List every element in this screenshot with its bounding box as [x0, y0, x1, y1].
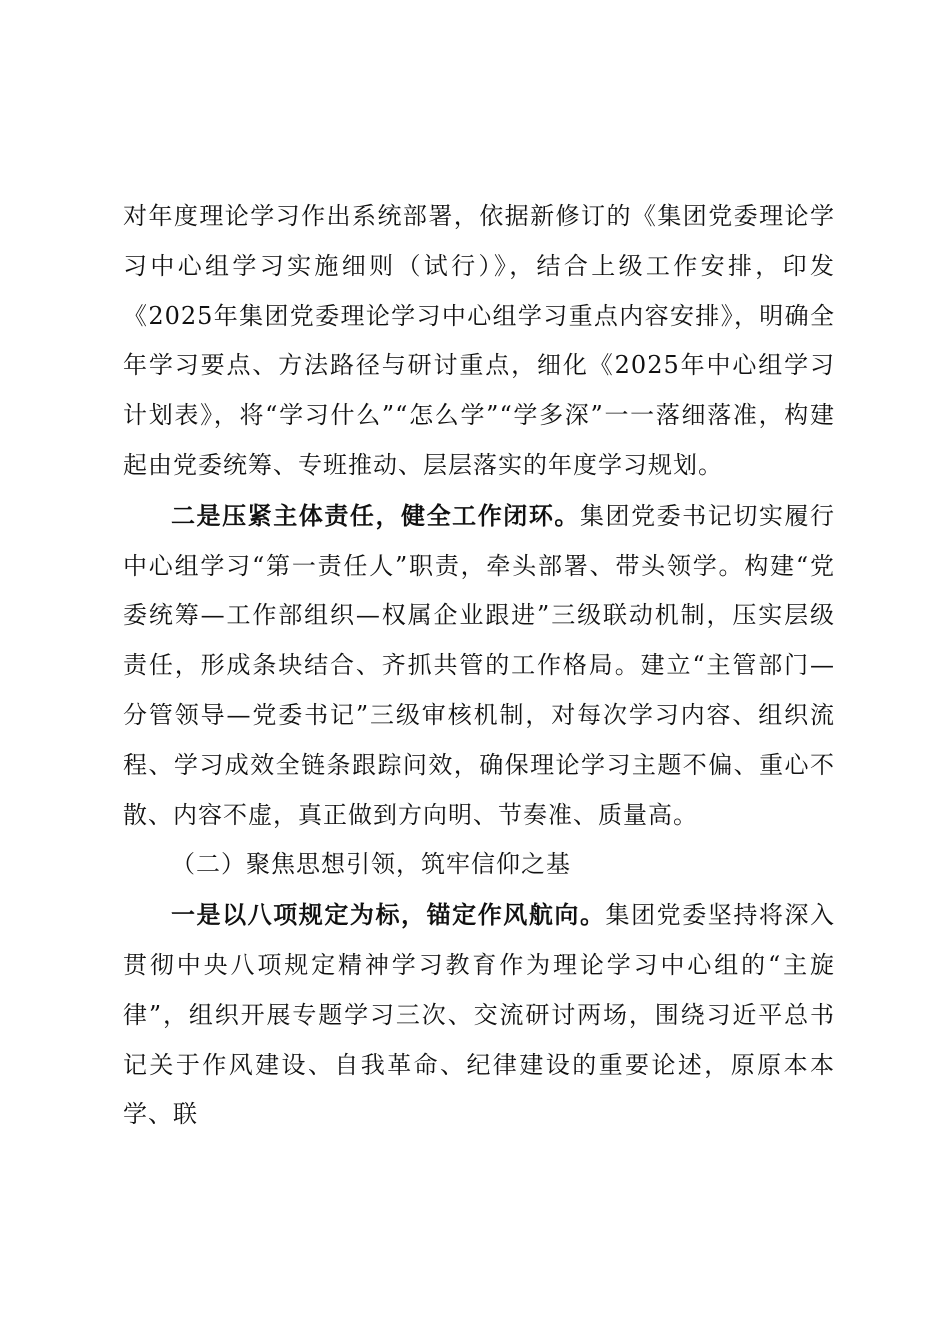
- paragraph-2-text: 集团党委书记切实履行中心组学习“第一责任人”职责，牵头部署、带头领学。构建“党委统筹—工作部组织—权属企业跟进”三级联动机制，压实层级责任，形成条块结合、齐抓共管的工作格局。建立“主管部门—分管领导—党委书记”三级审核机制，对每次学习内容、组织流程、学习成效全链条跟踪问效，确保理论学习主题不偏、重心不散、内容不虚，真正做到方向明、节奏准、质量高。: [123, 501, 836, 829]
- document-body: [123, 192, 835, 1140]
- section-heading-text: （二）聚焦思想引领，筑牢信仰之基: [171, 850, 571, 879]
- paragraph-2-lead: 二是压紧主体责任，健全工作闭环。: [171, 500, 580, 530]
- paragraph-2: [123, 491, 835, 841]
- paragraph-3: [123, 890, 835, 1140]
- section-heading: [123, 840, 835, 890]
- paragraph-1-text: 对年度理论学习作出系统部署，依据新修订的《集团党委理论学习中心组学习实施细则（试行）》，结合上级工作安排，印发《2025年集团党委理论学习中心组学习重点内容安排》，明确全年学习要点、方法路径与研讨重点，细化《2025年中心组学习计划表》，将“学习什么”“怎么学”“学多深”一一落细落准，构建起由党委统筹、专班推动、层层落实的年度学习规划。: [123, 202, 835, 479]
- paragraph-1: [123, 192, 835, 491]
- paragraph-3-lead: 一是以八项规定为标，锚定作风航向。: [171, 900, 606, 930]
- paragraph-3-text: 集团党委坚持将深入贯彻中央八项规定精神学习教育作为理论学习中心组的“主旋律”，组织开展专题学习三次、交流研讨两场，围绕习近平总书记关于作风建设、自我革命、纪律建设的重要论述，原原本本学、联: [123, 901, 836, 1129]
